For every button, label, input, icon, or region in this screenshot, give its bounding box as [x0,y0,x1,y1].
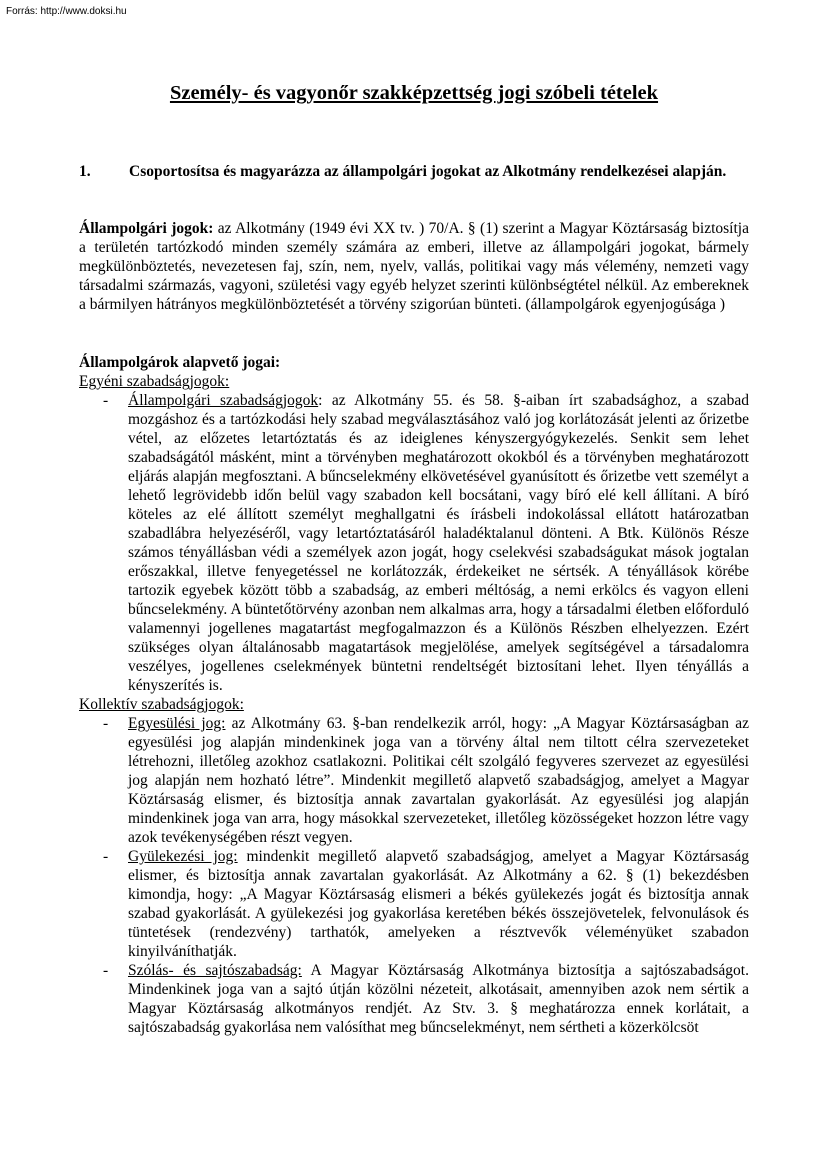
list-item-civil-liberties [79,391,749,695]
item-term: Egyesülési jog: [128,715,226,732]
bullet-dash: - [103,392,109,409]
item-term: Állampolgári szabadságjogok [128,392,319,409]
list-item-speech-press [79,961,749,1037]
bullet-dash: - [103,715,109,732]
intro-text: az Alkotmány (1949 évi XX tv. ) 70/A. § (1) szerint a Magyar Köztársaság biztosítja a területén tartózkodó minden személy számára az emberi, illetve az állampolgári jogokat, bármely megkülönböztetés, nevezetesen faj, szín, nem, nyelv, vallás, politikai vagy más vélemény, nemzeti vagy társadalmi származás, vagyoni, születési vagy egyéb helyzet szerinti különbségtétel nélkül. Az embereknek a bármilyen hátrányos megkülönböztetését a törvény szigorúan bünteti. (állampolgárok egyenjogúsága ) [79,220,749,313]
list-item-assembly [79,847,749,961]
question-number: 1. [79,163,91,180]
source-label: Forrás: http://www.doksi.hu [6,6,127,17]
item-term: Gyülekezési jog: [128,848,238,865]
question-heading [79,162,749,181]
list-item-association [79,714,749,847]
subsection-label-individual: Egyéni szabadságjogok: [79,373,230,390]
intro-paragraph [79,219,749,314]
subsection-label-collective: Kollektív szabadságjogok: [79,696,244,713]
section-heading: Állampolgárok alapvető jogai: [79,354,281,371]
bullet-dash: - [103,962,109,979]
item-text: : az Alkotmány 55. és 58. §-aiban írt szabadsághoz, a szabad mozgáshoz és a tartózkodási hely szabad megválasztásához való jog korlátozását jelenti az őrizetbe vétel, az előzetes letartóztatás és az ideiglenes kényszergyógykezelés. Senkit sem lehet szabadságától másként, mint a törvényben meghatározott okokból és a törvényben meghatározott eljárás alapján megfosztani. A bűncselekmény elkövetésével gyanúsított és őrizetbe vett személyt a lehető legrövidebb időn belül vagy szabadon kell bocsátani, vagy bíró elé kell állítani. A bíró köteles az elé állított személyt meghallgatni és írásbeli indokolással ellátott határozatban szabadlábra helyezéséről, vagy letartóztatásáról haladéktalanul dönteni. A Btk. Különös Része számos tényállásban védi a személyek azon jogát, hogy cselekvési szabadságukat mások jogtalan erőszakkal, illetve fenyegetéssel ne korlátozzák, érdekeiket ne sértsék. A tényállások körébe tartozik egyebek között több a szabadság, az emberi méltóság, a nemi erkölcs és vagyon elleni bűncselekmény. A büntetőtörvény azonban nem alkalmas arra, hogy a társadalmi életben előforduló valamennyi jogellenes magatartást megfogalmazzon és a Különös Részben elhelyezzen. Ezért szükséges olyan általánosabb magatartások megjelölése, amelyek segítségével a társadalomra veszélyes, jogellenes cselekmények büntetni rendeltségét biztosítani lehet. Ilyen tényállás a kényszerítés is. [128,392,749,694]
bullet-dash: - [103,848,109,865]
question-text: Csoportosítsa és magyarázza az állampolgári jogokat az Alkotmány rendelkezései alapján. [129,163,727,180]
item-term: Szólás- és sajtószabadság: [128,962,302,979]
item-text: mindenkit megillető alapvető szabadságjog, amelyet a Magyar Köztársaság elismer, és biztosítja annak zavartalan gyakorlását. Az Alkotmány a 62. § (1) bekezdésben kimondja, hogy: „A Magyar Köztársaság elismeri a békés gyülekezés jogát és biztosítja annak szabad gyakorlását. A gyülekezési jog gyakorlása keretében békés összejövetelek, felvonulások és tüntetések (rendezvény) tarthatók, amelyeken a résztvevők véleményüket szabadon kinyilváníthatják. [128,848,749,960]
document-title: Személy- és vagyonőr szakképzettség jogi szóbeli tételek [169,82,659,104]
rights-section [79,353,749,1037]
item-text: A Magyar Köztársaság Alkotmánya biztosítja a sajtószabadságot. Mindenkinek joga van a sajtó útján közölni nézeteit, alkotásait, amennyiben azok nem sértik a Magyar Köztársaság alkotmányos rendjét. Az Stv. 3. § meghatározza ennek korlátait, a sajtószabadság gyakorlása nem valósíthat meg bűncselekményt, nem sértheti a közerkölcsöt [128,962,749,1036]
intro-label: Állampolgári jogok: [79,220,214,237]
item-text: az Alkotmány 63. §-ban rendelkezik arról, hogy: „A Magyar Köztársaságban az egyesülési jog alapján mindenkinek joga van a törvény által nem tiltott célra szervezeteket létrehozni, illetőleg azokhoz csatlakozni. Politikai célt szolgáló fegyveres szervezet az egyesülési jog alapján nem hozható létre”. Mindenkit megillető alapvető szabadságjog, amelyet a Magyar Köztársaság elismer, és biztosítja annak zavartalan gyakorlását. Az egyesülési jog alapján mindenkinek joga van arra, hogy másokkal szervezeteket, illetőleg közösségeket hozzon létre vagy azok tevékenységében részt vegyen. [128,715,749,846]
